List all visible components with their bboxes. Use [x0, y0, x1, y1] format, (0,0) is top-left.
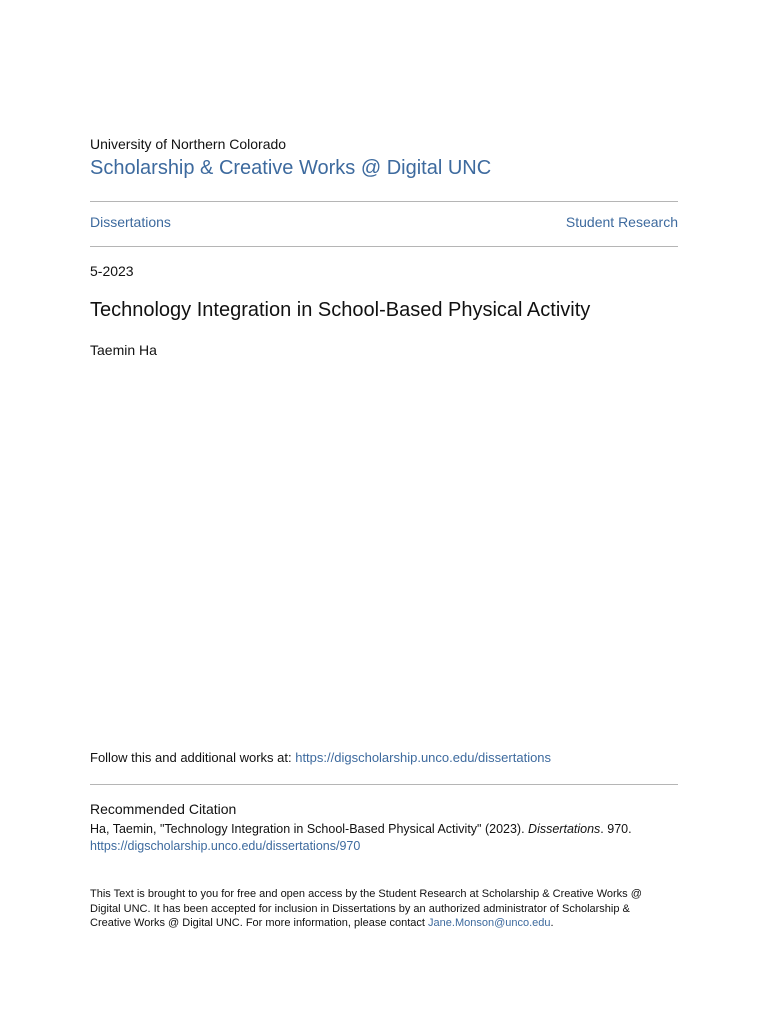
- citation-url-link[interactable]: https://digscholarship.unco.edu/dissertations/970: [90, 839, 361, 853]
- student-research-link[interactable]: Student Research: [565, 214, 678, 230]
- divider-nav: [90, 246, 678, 247]
- follow-prefix: Follow this and additional works at:: [90, 750, 296, 765]
- divider-citation: [90, 784, 678, 785]
- recommended-citation-heading: Recommended Citation: [90, 801, 237, 817]
- citation-text: Ha, Taemin, "Technology Integration in School-Based Physical Activity" (2023).: [90, 822, 529, 836]
- divider-top: [90, 201, 678, 202]
- publication-date: 5-2023: [90, 263, 134, 279]
- citation-series: Dissertations: [528, 822, 601, 836]
- access-statement: [90, 887, 660, 931]
- contact-email-link[interactable]: Jane.Monson@unco.edu: [428, 917, 551, 929]
- institution-name: University of Northern Colorado: [90, 136, 287, 152]
- citation-url-line: [90, 838, 678, 855]
- access-statement-text: This Text is brought to you for free and open access by the Student Research at Scholarship & Creative Works @ Digital UNC. It has been accepted for inclusion in Dissertations by an authorized administrator of Scholarship & Creative Works @ Digital UNC. For more information, please contact: [90, 888, 642, 929]
- author-name: Taemin Ha: [90, 342, 157, 358]
- follow-line: [90, 750, 551, 765]
- citation-number: . 970.: [600, 822, 632, 836]
- citation-block: [90, 821, 678, 855]
- citation-text-line: [90, 821, 678, 838]
- repository-title-link[interactable]: Scholarship & Creative Works @ Digital UNC: [90, 157, 492, 179]
- follow-url-link[interactable]: https://digscholarship.unco.edu/dissertations: [295, 750, 552, 765]
- document-title: Technology Integration in School-Based Physical Activity: [90, 299, 591, 321]
- dissertations-link[interactable]: Dissertations: [90, 214, 171, 230]
- access-statement-end: .: [550, 917, 554, 929]
